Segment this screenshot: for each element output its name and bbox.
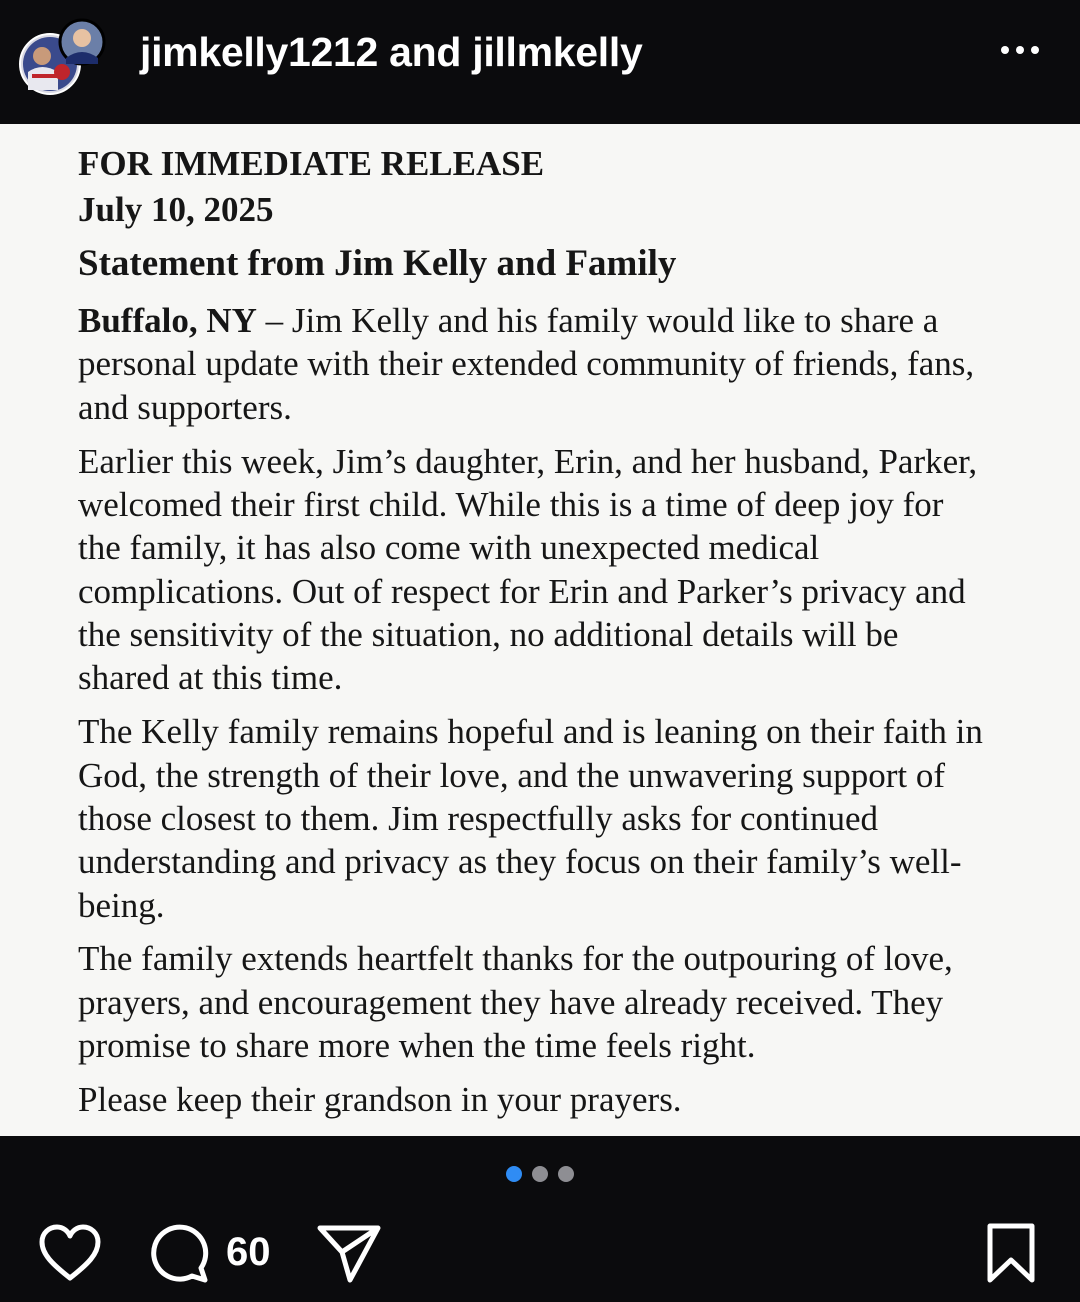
paragraph-line: Earlier this week, Jim’s daughter, Erin, and her husband, Parker,	[78, 442, 978, 481]
paragraph-line: the sensitivity of the situation, no additional details will be	[78, 615, 899, 654]
share-button[interactable]	[316, 1222, 382, 1284]
release-title: Statement from Jim Kelly and Family	[78, 243, 677, 284]
paragraph-line: welcomed their first child. While this is a time of deep joy for	[78, 485, 944, 524]
comment-count[interactable]: 60	[226, 1230, 271, 1274]
username-conjunction: and	[389, 29, 462, 75]
paragraph-line: complications. Out of respect for Erin and Parker’s privacy and	[78, 572, 966, 611]
avatar[interactable]	[18, 12, 106, 96]
post-actions-bar	[0, 1136, 1080, 1302]
carousel-dot[interactable]	[506, 1166, 522, 1182]
username-primary[interactable]: jimkelly1212	[140, 29, 379, 75]
paragraph-line: shared at this time.	[78, 658, 343, 697]
post-usernames[interactable]	[140, 30, 642, 74]
paragraph-line: understanding and privacy as they focus on their family’s well-	[78, 842, 962, 881]
paragraph-line: The Kelly family remains hopeful and is leaning on their faith in	[78, 712, 983, 751]
heart-icon	[38, 1224, 102, 1282]
more-horizontal-icon	[990, 38, 1050, 62]
save-button[interactable]	[986, 1222, 1036, 1284]
carousel-dot[interactable]	[532, 1166, 548, 1182]
carousel-dot[interactable]	[558, 1166, 574, 1182]
carousel-indicator	[500, 1166, 580, 1186]
paragraph-line: Buffalo, NY – Jim Kelly and his family would like to share a	[78, 301, 939, 340]
paragraph-line: promise to share more when the time feels right.	[78, 1026, 756, 1065]
paragraph-line: being.	[78, 886, 165, 925]
paragraph-line: those closest to them. Jim respectfully asks for continued	[78, 799, 878, 838]
send-icon	[316, 1222, 382, 1284]
dateline: Buffalo, NY	[78, 301, 257, 340]
paragraph-line: the family, it has also come with unexpected medical	[78, 528, 820, 567]
post-header	[0, 0, 1080, 124]
post-image-press-release[interactable]	[0, 124, 1080, 1136]
paragraph-line: The family extends heartfelt thanks for the outpouring of love,	[78, 939, 953, 978]
release-date: July 10, 2025	[78, 190, 274, 229]
paragraph-line: personal update with their extended community of friends, fans,	[78, 344, 975, 383]
comment-icon	[148, 1222, 210, 1284]
username-collaborator[interactable]: jillmkelly	[472, 29, 643, 75]
release-heading: FOR IMMEDIATE RELEASE	[78, 144, 545, 183]
like-button[interactable]	[38, 1224, 102, 1282]
paragraph-line: prayers, and encouragement they have already received. They	[78, 983, 944, 1022]
paragraph-line: and supporters.	[78, 388, 292, 427]
paragraph-line: Please keep their grandson in your prayers.	[78, 1080, 682, 1119]
comment-button[interactable]	[148, 1222, 210, 1284]
more-options-button[interactable]	[990, 38, 1050, 62]
bookmark-icon	[986, 1222, 1036, 1284]
paragraph-line: God, the strength of their love, and the unwavering support of	[78, 756, 946, 795]
